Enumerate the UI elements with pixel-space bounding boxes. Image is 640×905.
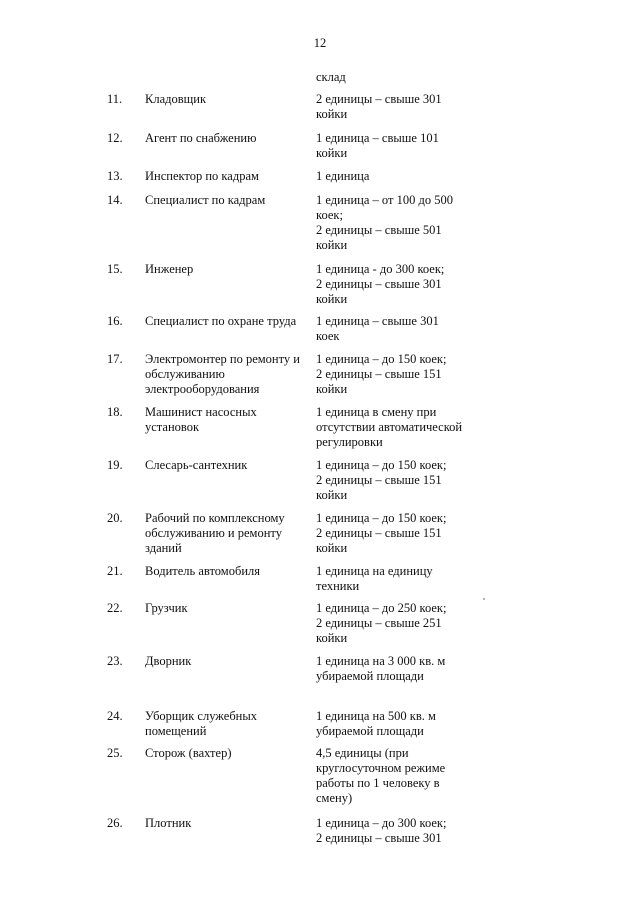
position-title [145, 654, 310, 669]
row-number: 17. [107, 352, 123, 366]
position-line: Плотник [145, 816, 192, 830]
page-number: 12 [313, 36, 327, 50]
position-line: Рабочий по комплексному [145, 511, 285, 525]
norm-line: 2 единицы – свыше 301 [316, 277, 442, 291]
norm-line: 4,5 единицы (при [316, 746, 409, 760]
position-line: обслуживанию [145, 367, 225, 381]
position-line: Слесарь-сантехник [145, 458, 248, 472]
staffing-norm [316, 405, 486, 450]
position-title [145, 816, 310, 831]
position-line: Кладовщик [145, 92, 207, 106]
norm-line: 1 единица на единицу [316, 564, 433, 578]
position-title [145, 131, 310, 146]
norm-line: 1 единица – до 300 коек; [316, 816, 447, 830]
norm-line: 1 единица – до 150 коек; [316, 352, 447, 366]
norm-line: 2 единицы – свыше 301 [316, 831, 442, 845]
carry-over-text: склад [316, 70, 346, 84]
staffing-norm [316, 92, 486, 122]
row-number: 20. [107, 511, 123, 525]
norm-line: койки [316, 292, 348, 306]
staffing-norm [316, 564, 486, 594]
position-line: Агент по снабжению [145, 131, 257, 145]
position-line: Грузчик [145, 601, 188, 615]
row-number: 14. [107, 193, 123, 207]
norm-line: смену) [316, 791, 353, 805]
position-line: Специалист по кадрам [145, 193, 266, 207]
row-number: 16. [107, 314, 123, 328]
norm-line: 1 единица – до 150 коек; [316, 458, 447, 472]
staffing-norm [316, 193, 486, 253]
position-title [145, 511, 310, 556]
norm-line: койки [316, 107, 348, 121]
staffing-norm [316, 816, 486, 846]
position-line: установок [145, 420, 200, 434]
staffing-norm [316, 709, 486, 739]
position-line: Сторож (вахтер) [145, 746, 232, 760]
norm-line: 1 единица в смену при [316, 405, 437, 419]
position-title [145, 458, 310, 473]
norm-line: убираемой площади [316, 669, 424, 683]
norm-line: койки [316, 541, 348, 555]
position-title [145, 314, 310, 329]
staffing-norm [316, 352, 486, 397]
staffing-norm [316, 131, 486, 161]
norm-line: 2 единицы – свыше 501 [316, 223, 442, 237]
position-title [145, 601, 310, 616]
norm-line: работы по 1 человеку в [316, 776, 440, 790]
position-line: Уборщик служебных [145, 709, 258, 723]
norm-line: убираемой площади [316, 724, 424, 738]
position-line: Специалист по охране труда [145, 314, 297, 328]
position-line: Инспектор по кадрам [145, 169, 259, 183]
position-title [145, 262, 310, 277]
norm-line: 1 единица – до 150 коек; [316, 511, 447, 525]
row-number: 26. [107, 816, 123, 830]
staffing-norm [316, 654, 486, 684]
norm-line: коек; [316, 208, 343, 222]
norm-line: 1 единица – свыше 101 [316, 131, 439, 145]
staffing-norm [316, 746, 486, 806]
norm-line: техники [316, 579, 360, 593]
norm-line: 1 единица – от 100 до 500 [316, 193, 453, 207]
row-number: 13. [107, 169, 123, 183]
scan-speck [483, 598, 485, 600]
row-number: 23. [107, 654, 123, 668]
norm-line: 2 единицы – свыше 251 [316, 616, 442, 630]
row-number: 21. [107, 564, 123, 578]
position-line: зданий [145, 541, 182, 555]
row-number: 24. [107, 709, 123, 723]
staffing-norm [316, 169, 486, 184]
position-line: электрооборудования [145, 382, 260, 396]
norm-line: 2 единицы – свыше 151 [316, 526, 442, 540]
row-number: 22. [107, 601, 123, 615]
staffing-norm [316, 601, 486, 646]
norm-line: 1 единица на 3 000 кв. м [316, 654, 446, 668]
norm-line: 2 единицы – свыше 151 [316, 473, 442, 487]
norm-line: регулировки [316, 435, 383, 449]
position-title [145, 564, 310, 579]
norm-line: 1 единица - до 300 коек; [316, 262, 445, 276]
position-title [145, 405, 310, 435]
position-line: Дворник [145, 654, 192, 668]
position-line: обслуживанию и ремонту [145, 526, 282, 540]
row-number: 11. [107, 92, 123, 106]
norm-line: 1 единица – свыше 301 [316, 314, 439, 328]
position-title [145, 193, 310, 208]
norm-line: койки [316, 238, 348, 252]
position-line: Машинист насосных [145, 405, 257, 419]
norm-line: койки [316, 382, 348, 396]
norm-line: 2 единицы – свыше 151 [316, 367, 442, 381]
staffing-norm [316, 262, 486, 307]
position-title [145, 92, 310, 107]
norm-line: 1 единица – до 250 коек; [316, 601, 447, 615]
norm-line: койки [316, 488, 348, 502]
row-number: 25. [107, 746, 123, 760]
row-number: 19. [107, 458, 123, 472]
norm-line: 1 единица [316, 169, 370, 183]
position-title [145, 352, 310, 397]
staffing-norm [316, 458, 486, 503]
norm-line: круглосуточном режиме [316, 761, 446, 775]
position-line: Электромонтер по ремонту и [145, 352, 300, 366]
norm-line: койки [316, 146, 348, 160]
staffing-norm [316, 314, 486, 344]
row-number: 15. [107, 262, 123, 276]
row-number: 18. [107, 405, 123, 419]
norm-line: койки [316, 631, 348, 645]
position-title [145, 746, 310, 761]
row-number: 12. [107, 131, 123, 145]
norm-line: отсутствии автоматической [316, 420, 463, 434]
position-line: помещений [145, 724, 207, 738]
norm-line: коек [316, 329, 340, 343]
position-line: Инженер [145, 262, 194, 276]
position-title [145, 709, 310, 739]
position-title [145, 169, 310, 184]
norm-line: 2 единицы – свыше 301 [316, 92, 442, 106]
norm-line: 1 единица на 500 кв. м [316, 709, 436, 723]
staffing-norm [316, 511, 486, 556]
position-line: Водитель автомобиля [145, 564, 260, 578]
